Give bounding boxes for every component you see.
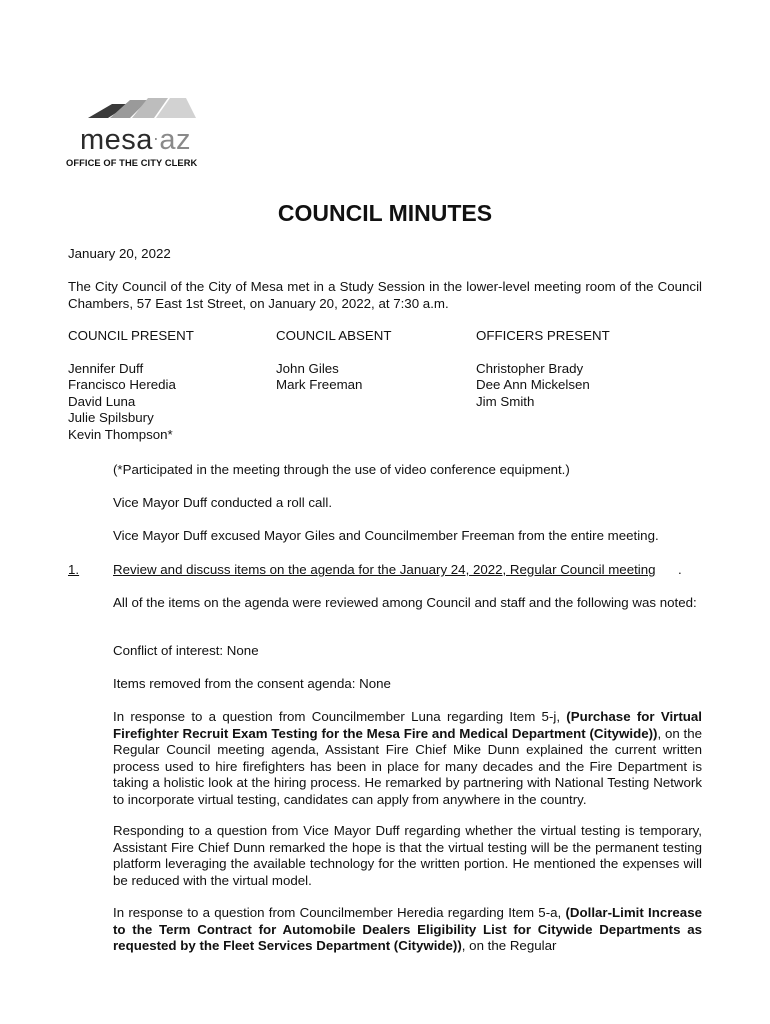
virtual-testing-paragraph: In response to a question from Councilmember Luna regarding Item 5-j, (Purchase for Virtual Firefighter Recruit Exam Testing for the Mesa Fire and Medical Department (Citywide)), on the Regular Council meeting agenda, Assistant Fire Chief Mike Dunn explained the current written process used to hire firefighters has been in place for many decades and the Fire Department is taking a holistic look at the hiring process. He remarked by partnering with National Testing Network to incorporate virtual testing, candidates can apply from anywhere in the country.: [113, 709, 702, 807]
dollar-limit-paragraph: In response to a question from Councilmember Heredia regarding Item 5-a, (Dollar-Limit Increase to the Term Contract for Automobile Dealers Eligibility List for Citywide Departments as requested by the Fleet Services Department (Citywide)), on the Regular: [113, 905, 702, 953]
council-present-column: [68, 328, 194, 444]
council-absent-column: [276, 328, 392, 394]
council-member: Mark Freeman: [276, 377, 363, 393]
logo-wordmark: mesa·az: [80, 124, 192, 156]
meeting-date: January 20, 2022: [68, 246, 171, 261]
council-present-header: COUNCIL PRESENT: [68, 328, 194, 343]
roll-call-note: Vice Mayor Duff conducted a roll call.: [113, 495, 333, 510]
council-member: David Luna: [68, 393, 136, 409]
temporary-testing-paragraph: Responding to a question from Vice Mayor Duff regarding whether the virtual testing is temporary, Assistant Fire Chief Dunn remarked the hope is that the virtual testing will be the permanent testing platform leveraging the available technology for the written portion. He mentioned the expenses will be reduced with the virtual model.: [113, 823, 702, 888]
officers-present-column: [476, 328, 610, 410]
officers-present-header: OFFICERS PRESENT: [476, 328, 610, 343]
officer: Jim Smith: [476, 393, 535, 409]
officer: Dee Ann Mickelsen: [476, 377, 590, 393]
council-absent-header: COUNCIL ABSENT: [276, 328, 392, 343]
intro-paragraph: The City Council of the City of Mesa met in a Study Session in the lower-level meeting room of the Council Chambers, 57 East 1st Street, on January 20, 2022, at 7:30 a.m.: [68, 279, 702, 311]
council-member: John Giles: [276, 360, 339, 376]
item-title: Review and discuss items on the agenda for the January 24, 2022, Regular Council meeting: [113, 562, 656, 577]
council-member: Kevin Thompson*: [68, 426, 173, 442]
item-title-period: .: [678, 562, 682, 577]
conflict-of-interest: Conflict of interest: None: [113, 643, 259, 658]
office-of-city-clerk: OFFICE OF THE CITY CLERK: [66, 158, 198, 168]
item-number: 1.: [68, 562, 80, 577]
reviewed-paragraph: All of the items on the agenda were reviewed among Council and staff and the following was noted:: [113, 595, 697, 610]
council-member: Julie Spilsbury: [68, 410, 154, 426]
council-member: Jennifer Duff: [68, 360, 144, 376]
officer: Christopher Brady: [476, 360, 584, 376]
video-note: (*Participated in the meeting through the use of video conference equipment.): [113, 462, 570, 477]
items-removed: Items removed from the consent agenda: None: [113, 676, 391, 691]
page-title: COUNCIL MINUTES: [277, 200, 493, 226]
council-member: Francisco Heredia: [68, 377, 176, 393]
excused-note: Vice Mayor Duff excused Mayor Giles and Councilmember Freeman from the entire meeting.: [113, 528, 659, 543]
